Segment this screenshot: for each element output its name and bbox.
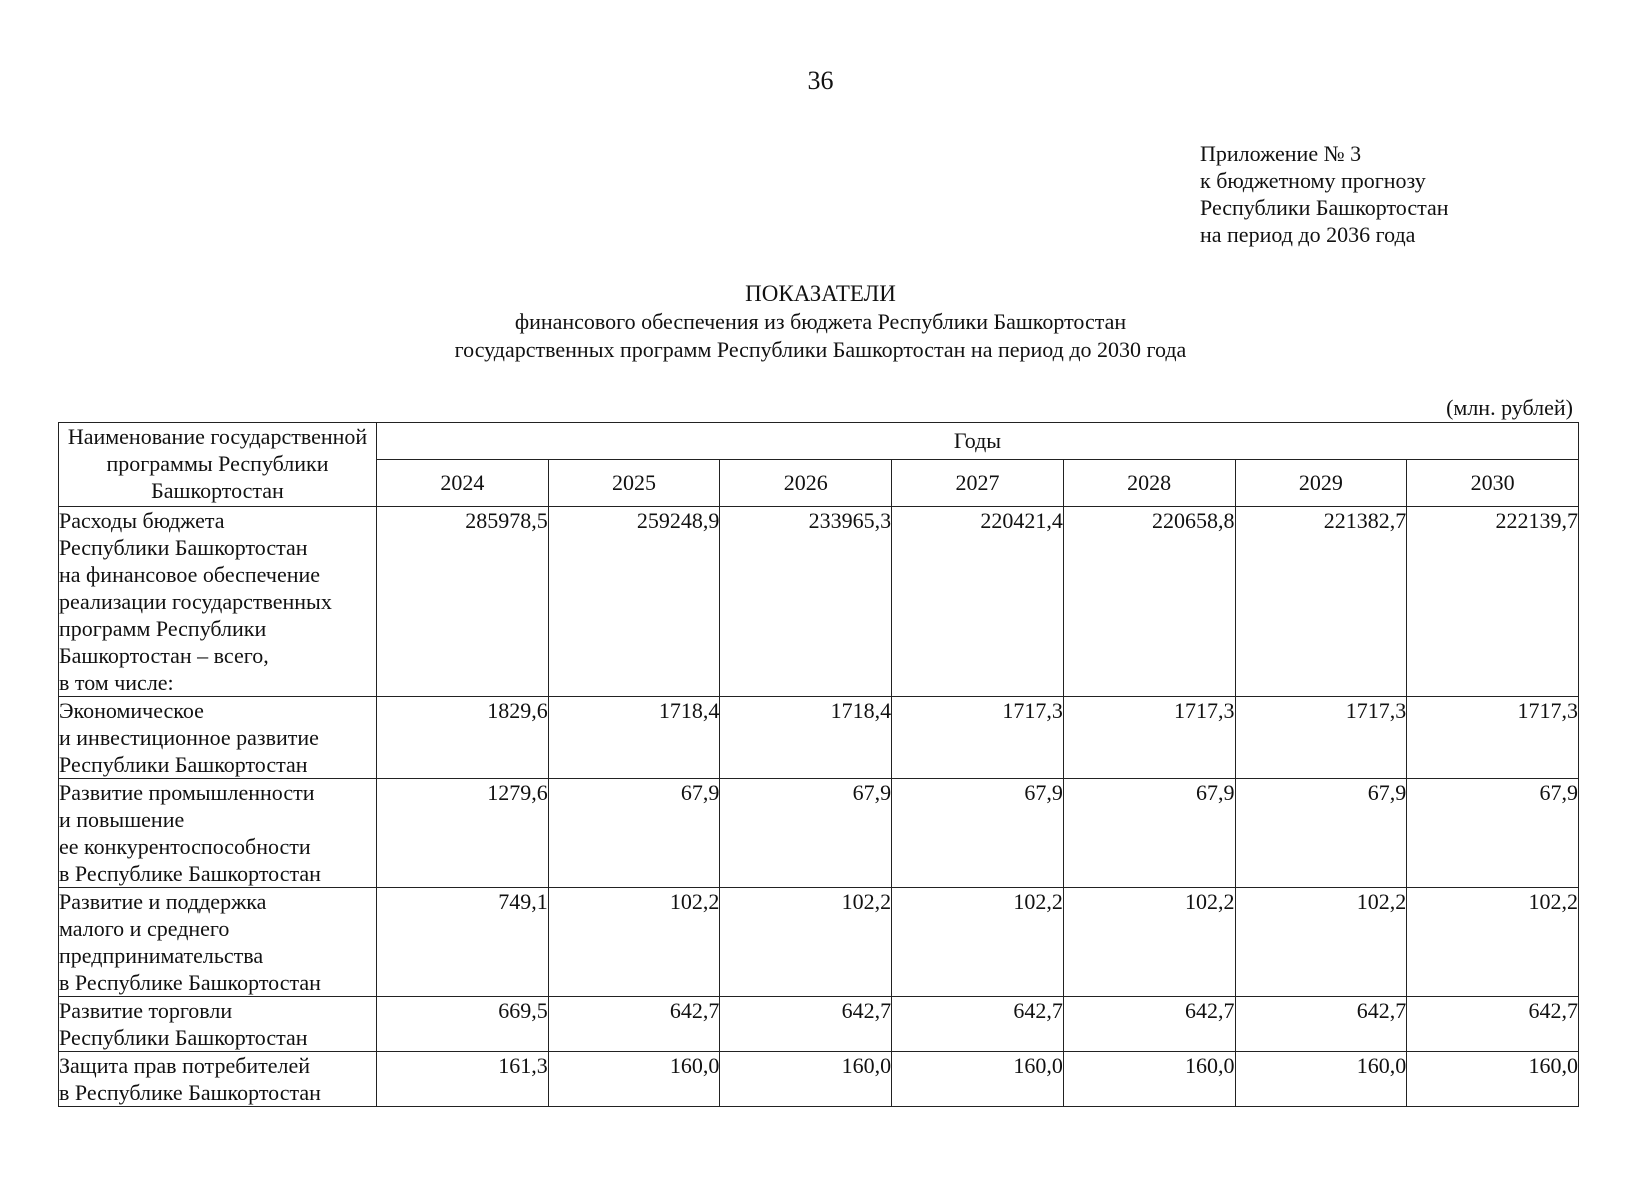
year-header-cell: 2026 [720,460,892,507]
value-cell: 161,3 [377,1052,549,1107]
value-cell: 220658,8 [1063,507,1235,697]
value-cell: 160,0 [548,1052,720,1107]
program-name-cell: Расходы бюджета Республики Башкортостан на финансовое обеспечение реализации государственных программ Республики Башкортостан – всего, в том числе: [59,507,377,697]
appendix-line: Республики Башкортостан [1200,195,1449,220]
value-cell: 220421,4 [892,507,1064,697]
program-name-cell: Развитие торговли Республики Башкортостан [59,997,377,1052]
value-cell: 285978,5 [377,507,549,697]
program-name-cell: Экономическое и инвестиционное развитие Республики Башкортостан [59,697,377,779]
units-label: (млн. рублей) [1446,395,1573,420]
year-header-cell: 2030 [1407,460,1579,507]
table-row [59,1052,1579,1107]
value-cell: 102,2 [1235,888,1407,997]
page-number: 36 [807,66,834,95]
value-cell: 160,0 [1235,1052,1407,1107]
value-cell: 1279,6 [377,779,549,888]
value-cell: 102,2 [892,888,1064,997]
value-cell: 160,0 [720,1052,892,1107]
value-cell: 642,7 [892,997,1064,1052]
table-body [59,507,1579,1107]
value-cell: 259248,9 [548,507,720,697]
value-cell: 160,0 [1063,1052,1235,1107]
years-header: Годы [377,423,1579,460]
value-cell: 669,5 [377,997,549,1052]
table-row [59,697,1579,779]
value-cell: 67,9 [720,779,892,888]
value-cell: 1718,4 [548,697,720,779]
value-cell: 67,9 [548,779,720,888]
year-header-cell: 2024 [377,460,549,507]
year-header-cell: 2029 [1235,460,1407,507]
title-line: финансового обеспечения из бюджета Республики Башкортостан [514,309,1127,334]
document-title [0,280,1641,364]
value-cell: 102,2 [720,888,892,997]
value-cell: 642,7 [1063,997,1235,1052]
appendix-note [1200,140,1449,248]
value-cell: 160,0 [1407,1052,1579,1107]
value-cell: 102,2 [1407,888,1579,997]
year-header-cell: 2025 [548,460,720,507]
value-cell: 67,9 [1063,779,1235,888]
value-cell: 221382,7 [1235,507,1407,697]
value-cell: 1717,3 [1063,697,1235,779]
value-cell: 642,7 [720,997,892,1052]
value-cell: 67,9 [1407,779,1579,888]
table-row [59,779,1579,888]
value-cell: 642,7 [1407,997,1579,1052]
value-cell: 1717,3 [1235,697,1407,779]
year-header-cell: 2027 [892,460,1064,507]
value-cell: 642,7 [1235,997,1407,1052]
title-main: ПОКАЗАТЕЛИ [745,281,896,306]
budget-table [58,422,1579,1107]
value-cell: 1717,3 [1407,697,1579,779]
appendix-line: к бюджетному прогнозу [1200,168,1426,193]
value-cell: 1829,6 [377,697,549,779]
value-cell: 67,9 [1235,779,1407,888]
table-row [59,997,1579,1052]
appendix-line: на период до 2036 года [1200,222,1416,247]
value-cell: 233965,3 [720,507,892,697]
value-cell: 102,2 [1063,888,1235,997]
table-header-row [59,423,1579,460]
value-cell: 102,2 [548,888,720,997]
title-line: государственных программ Республики Башкортостан на период до 2030 года [454,337,1187,362]
program-name-cell: Развитие промышленности и повышение ее конкурентоспособности в Республике Башкортостан [59,779,377,888]
value-cell: 160,0 [892,1052,1064,1107]
year-header-cell: 2028 [1063,460,1235,507]
table-row [59,888,1579,997]
value-cell: 749,1 [377,888,549,997]
value-cell: 642,7 [548,997,720,1052]
program-name-header: Наименование государственной программы Республики Башкортостан [59,423,377,507]
value-cell: 1718,4 [720,697,892,779]
value-cell: 1717,3 [892,697,1064,779]
value-cell: 67,9 [892,779,1064,888]
appendix-line: Приложение № 3 [1200,141,1362,166]
program-name-cell: Защита прав потребителей в Республике Башкортостан [59,1052,377,1107]
table-row [59,507,1579,697]
program-name-cell: Развитие и поддержка малого и среднего предпринимательства в Республике Башкортостан [59,888,377,997]
value-cell: 222139,7 [1407,507,1579,697]
